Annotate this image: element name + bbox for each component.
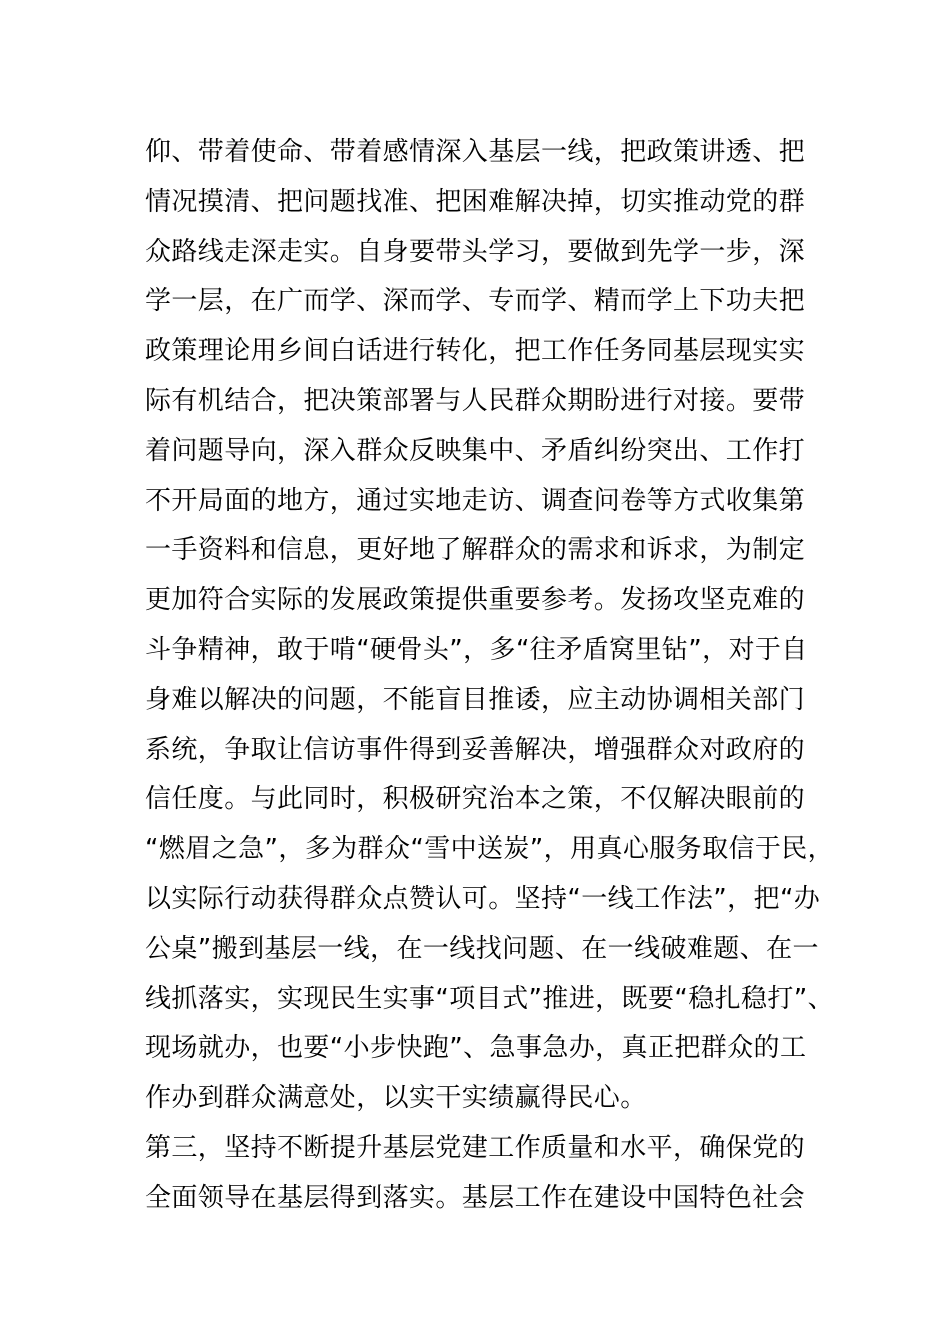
text-line: 众路线走深走实。自身要带头学习，要做到先学一步，深 (145, 236, 806, 267)
text-line: 信任度。与此同时，积极研究治本之策，不仅解决眼前的 (145, 784, 806, 815)
text-line: 作办到群众满意处，以实干实绩赢得民心。 (145, 1083, 647, 1114)
text-line: 际有机结合，把决策部署与人民群众期盼进行对接。要带 (145, 385, 806, 416)
text-line: 不开局面的地方，通过实地走访、调查问卷等方式收集第 (145, 485, 806, 516)
text-line: 线抓落实，实现民生实事“项目式”推进，既要“稳扎稳打”、 (145, 983, 835, 1014)
text-line: 现场就办，也要“小步快跑”、急事急办，真正把群众的工 (145, 1033, 807, 1064)
text-line: “燃眉之急”，多为群众“雪中送炭”，用真心服务取信于民， (145, 834, 835, 865)
text-line: 公桌”搬到基层一线，在一线找问题、在一线破难题、在一 (145, 933, 819, 964)
text-line: 系统，争取让信访事件得到妥善解决，增强群众对政府的 (145, 734, 806, 765)
text-line: 仰、带着使命、带着感情深入基层一线，把政策讲透、把 (145, 137, 806, 167)
text-line: 斗争精神，敢于啃“硬骨头”，多“往矛盾窝里钻”，对于自 (145, 634, 808, 665)
text-line: 政策理论用乡间白话进行转化，把工作任务同基层现实实 (145, 336, 806, 367)
text-line: 身难以解决的问题，不能盲目推诿，应主动协调相关部门 (145, 684, 806, 715)
text-line: 以实际行动获得群众点赞认可。坚持“一线工作法”，把“办 (145, 883, 821, 914)
text-line: 情况摸清、把问题找准、把困难解决掉，切实推动党的群 (145, 186, 806, 217)
body-text (145, 128, 845, 1224)
text-line: 全面领导在基层得到落实。基层工作在建设中国特色社会 (145, 1182, 806, 1213)
text-line: 更加符合实际的发展政策提供重要参考。发扬攻坚克难的 (145, 585, 806, 616)
text-line: 一手资料和信息，更好地了解群众的需求和诉求，为制定 (145, 535, 806, 566)
text-line: 学一层，在广而学、深而学、专而学、精而学上下功夫把 (145, 286, 806, 317)
text-line: 第三，坚持不断提升基层党建工作质量和水平，确保党的 (145, 1132, 806, 1163)
text-line: 着问题导向，深入群众反映集中、矛盾纠纷突出、工作打 (145, 435, 806, 466)
